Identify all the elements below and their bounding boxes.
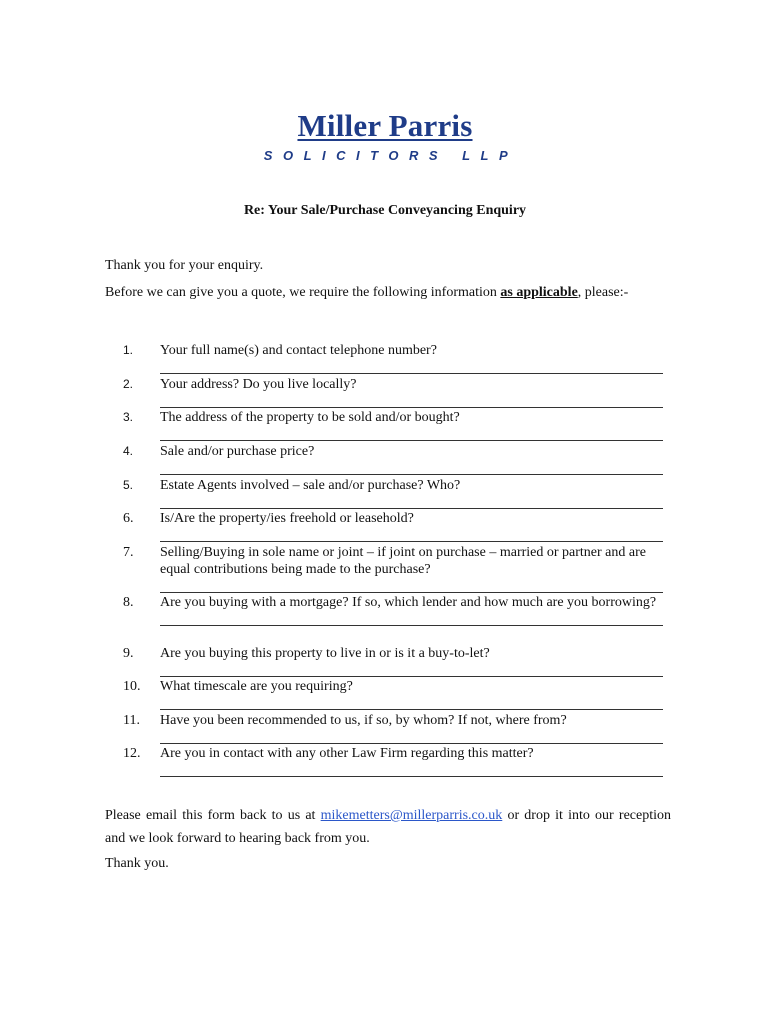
question-text: Have you been recommended to us, if so, by whom? If not, where from? <box>160 713 567 728</box>
answer-line[interactable] <box>160 527 663 542</box>
question-number: 7. <box>123 545 134 560</box>
subject-line: Re: Your Sale/Purchase Conveyancing Enquiry <box>243 203 527 218</box>
question-text: Your full name(s) and contact telephone number? <box>160 343 437 358</box>
firm-subtitle: SOLICITORS LLP <box>263 148 519 163</box>
question-number: 9. <box>123 646 134 661</box>
answer-line[interactable] <box>160 460 663 475</box>
as-applicable-emphasis: as applicable <box>500 285 578 300</box>
letterhead-logo <box>0 108 770 163</box>
question-number: 12. <box>123 746 141 761</box>
question-number: 8. <box>123 595 134 610</box>
question-text: Sale and/or purchase price? <box>160 444 315 459</box>
question-number: 2. <box>123 377 134 391</box>
answer-line[interactable] <box>160 729 663 744</box>
closing-paragraph <box>105 804 671 850</box>
intro-paragraph: Thank you for your enquiry. <box>105 258 264 273</box>
question-number: 3. <box>123 410 134 424</box>
answer-line[interactable] <box>160 578 663 593</box>
requirements-text-start: Before we can give you a quote, we require the following information <box>105 285 501 300</box>
question-number: 6. <box>123 511 134 526</box>
answer-line[interactable] <box>160 426 663 441</box>
answer-line[interactable] <box>160 359 663 374</box>
question-text: Are you buying this property to live in or is it a buy-to-let? <box>160 646 490 661</box>
closing-text-end: or drop it into our reception and we look forward to hearing back from you. <box>105 808 671 846</box>
answer-line[interactable] <box>160 393 663 408</box>
question-number: 1. <box>123 343 134 357</box>
question-text: Your address? Do you live locally? <box>160 377 357 392</box>
question-text: Are you in contact with any other Law Firm regarding this matter? <box>160 746 534 761</box>
question-number: 4. <box>123 444 134 458</box>
answer-line[interactable] <box>160 494 663 509</box>
question-number: 11. <box>123 713 140 728</box>
sign-off: Thank you. <box>105 856 169 871</box>
email-link[interactable]: mikemetters@millerparris.co.uk <box>320 808 503 823</box>
question-number: 10. <box>123 679 141 694</box>
answer-line[interactable] <box>160 662 663 677</box>
question-text: Are you buying with a mortgage? If so, which lender and how much are you borrowing? <box>160 595 657 610</box>
closing-text-start: Please email this form back to us at <box>105 808 321 823</box>
answer-line[interactable] <box>160 611 663 626</box>
answer-line[interactable] <box>160 695 663 710</box>
question-text: Is/Are the property/ies freehold or leasehold? <box>160 511 414 526</box>
question-text: Selling/Buying in sole name or joint – if joint on purchase – married or partner and are equal contributions being made to the purchase? <box>160 545 646 577</box>
question-text: Estate Agents involved – sale and/or purchase? Who? <box>160 478 461 493</box>
firm-name: Miller Parris <box>297 108 473 143</box>
question-text: What timescale are you requiring? <box>160 679 353 694</box>
question-text: The address of the property to be sold and/or bought? <box>160 410 460 425</box>
requirements-text-end: , please:- <box>577 285 629 300</box>
requirements-paragraph <box>105 282 671 304</box>
question-number: 5. <box>123 478 134 492</box>
answer-line[interactable] <box>160 762 663 777</box>
